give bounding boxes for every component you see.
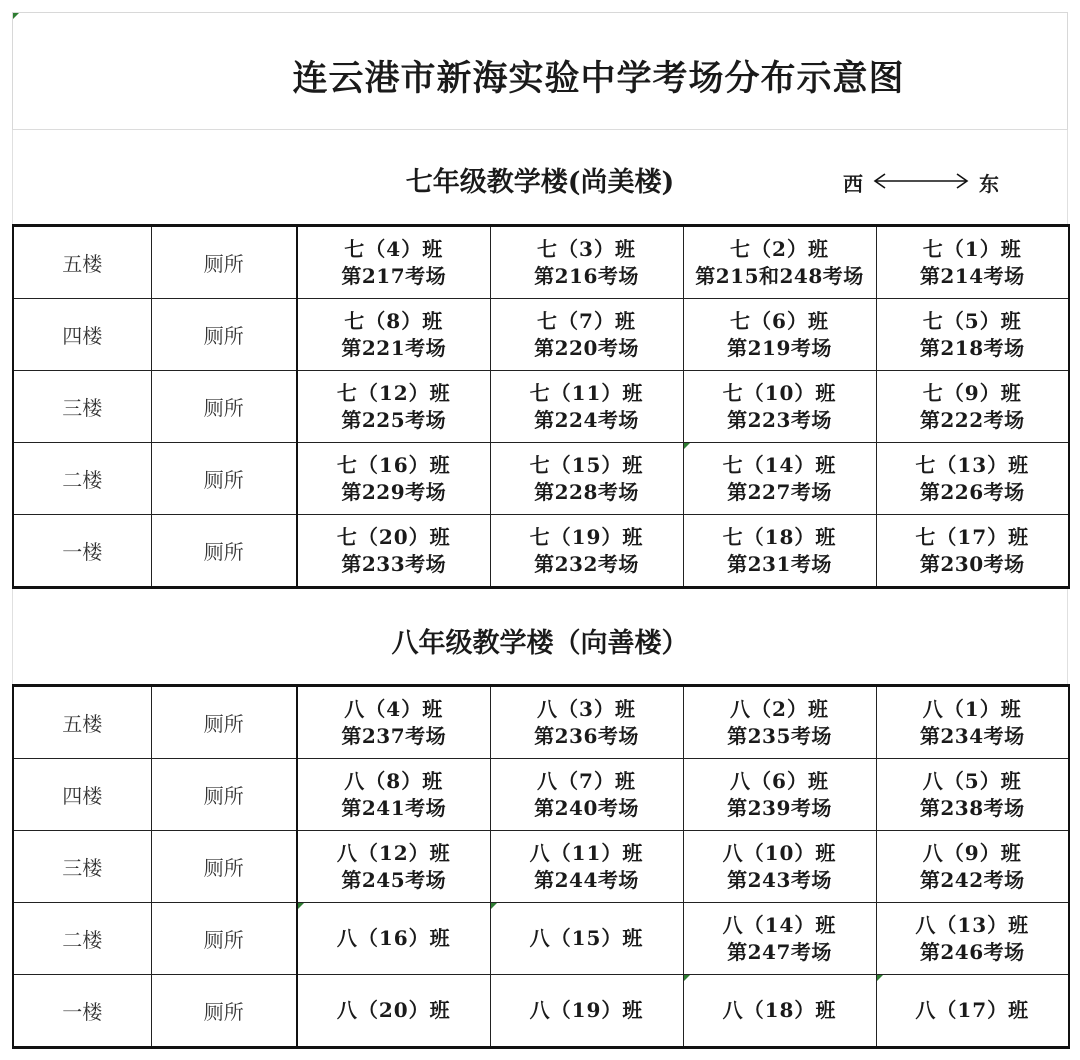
classroom-cell	[683, 831, 876, 903]
exam-room-number: 第230考场	[919, 551, 1025, 576]
class-name: 八（20）班	[336, 998, 451, 1022]
cell-corner-mark	[684, 975, 690, 981]
class-name: 七（5）班	[922, 308, 1022, 333]
exam-room-number: 第222考场	[919, 407, 1025, 432]
class-name: 七（1）班	[922, 236, 1022, 261]
exam-room-number: 第241考场	[341, 795, 447, 820]
classroom-cell	[490, 515, 683, 588]
classroom-cell	[490, 903, 683, 975]
exam-room-number: 第239考场	[727, 795, 832, 820]
exam-layout-sheet	[12, 12, 1068, 1048]
exam-room-number: 第231考场	[727, 551, 832, 576]
title-band	[12, 12, 1068, 130]
exam-room-number: 第232考场	[534, 551, 639, 576]
table-row	[13, 686, 1069, 759]
floor-label: 三楼	[13, 831, 151, 903]
table-row	[13, 903, 1069, 975]
toilet-label: 厕所	[151, 903, 297, 975]
classroom-cell	[297, 226, 490, 299]
classroom-cell	[683, 975, 876, 1048]
exam-room-number: 第225考场	[341, 407, 447, 432]
class-name: 七（2）班	[730, 236, 829, 261]
exam-room-number: 第223考场	[727, 407, 832, 432]
class-name: 八（12）班	[336, 840, 451, 865]
exam-room-number: 第233考场	[341, 551, 447, 576]
class-name: 七（6）班	[730, 308, 829, 333]
floor-label: 五楼	[13, 226, 151, 299]
exam-room-number: 第214考场	[919, 263, 1025, 288]
floor-label: 四楼	[13, 299, 151, 371]
classroom-cell	[683, 443, 876, 515]
class-name: 八（4）班	[344, 696, 444, 721]
table-row	[13, 515, 1069, 588]
class-name: 七（16）班	[336, 452, 451, 477]
east-label: 东	[979, 172, 999, 196]
exam-room-number: 第220考场	[534, 335, 639, 360]
floor-label: 二楼	[13, 903, 151, 975]
table-row	[13, 759, 1069, 831]
grade8-room-table	[12, 684, 1070, 1049]
exam-room-number: 第246考场	[919, 939, 1025, 964]
exam-room-number: 第226考场	[919, 479, 1025, 504]
class-name: 八（19）班	[529, 998, 644, 1022]
class-name: 七（3）班	[537, 236, 636, 261]
exam-room-number: 第224考场	[534, 407, 639, 432]
table-row	[13, 975, 1069, 1048]
floor-label: 四楼	[13, 759, 151, 831]
toilet-label: 厕所	[151, 975, 297, 1048]
classroom-cell	[297, 831, 490, 903]
class-name: 八（11）班	[529, 840, 644, 865]
classroom-cell	[297, 515, 490, 588]
exam-room-number: 第215和248考场	[695, 263, 864, 288]
classroom-cell	[876, 686, 1069, 759]
exam-room-number: 第216考场	[534, 263, 639, 288]
class-name: 八（7）班	[537, 768, 636, 793]
classroom-cell	[490, 226, 683, 299]
class-name: 八（10）班	[722, 840, 837, 865]
class-name: 七（12）班	[336, 380, 451, 405]
class-name: 八（15）班	[529, 926, 644, 950]
exam-room-number: 第219考场	[727, 335, 832, 360]
exam-room-number: 第236考场	[534, 723, 639, 748]
class-name: 七（11）班	[529, 380, 644, 405]
page-title: 连云港市新海实验中学考场分布示意图	[292, 59, 905, 99]
class-name: 八（18）班	[722, 998, 837, 1022]
classroom-cell	[876, 515, 1069, 588]
classroom-cell	[876, 226, 1069, 299]
floor-label: 一楼	[13, 515, 151, 588]
classroom-cell	[297, 299, 490, 371]
toilet-label: 厕所	[151, 299, 297, 371]
exam-room-number: 第237考场	[341, 723, 447, 748]
class-name: 八（1）班	[922, 696, 1022, 721]
toilet-label: 厕所	[151, 515, 297, 588]
classroom-cell	[490, 686, 683, 759]
classroom-cell	[297, 759, 490, 831]
cell-corner-mark	[491, 903, 497, 909]
class-name: 七（15）班	[529, 452, 644, 477]
table-row	[13, 226, 1069, 299]
classroom-cell	[490, 371, 683, 443]
classroom-cell	[297, 975, 490, 1048]
section-header-grade7	[12, 130, 1068, 224]
classroom-cell	[683, 226, 876, 299]
class-name: 八（5）班	[922, 768, 1022, 793]
table-row	[13, 299, 1069, 371]
class-name: 八（6）班	[730, 768, 829, 793]
classroom-cell	[876, 443, 1069, 515]
west-label: 西	[843, 172, 863, 196]
classroom-cell	[297, 903, 490, 975]
classroom-cell	[876, 975, 1069, 1048]
exam-room-number: 第244考场	[534, 867, 639, 892]
class-name: 七（18）班	[722, 524, 837, 549]
floor-label: 二楼	[13, 443, 151, 515]
exam-room-number: 第227考场	[727, 479, 832, 504]
class-name: 七（7）班	[537, 308, 636, 333]
exam-room-number: 第242考场	[919, 867, 1025, 892]
class-name: 八（3）班	[537, 696, 636, 721]
class-name: 八（9）班	[922, 840, 1022, 865]
double-arrow-icon	[871, 171, 971, 195]
section-header-grade8	[12, 589, 1068, 684]
grade7-room-table	[12, 224, 1070, 589]
class-name: 八（2）班	[730, 696, 829, 721]
class-name: 八（16）班	[336, 926, 451, 950]
exam-room-number: 第217考场	[341, 263, 447, 288]
classroom-cell	[683, 686, 876, 759]
classroom-cell	[490, 831, 683, 903]
exam-room-number: 第229考场	[341, 479, 447, 504]
class-name: 七（13）班	[915, 452, 1030, 477]
floor-label: 五楼	[13, 686, 151, 759]
classroom-cell	[490, 759, 683, 831]
exam-room-number: 第247考场	[727, 939, 832, 964]
classroom-cell	[490, 975, 683, 1048]
class-name: 八（13）班	[915, 912, 1030, 937]
exam-room-number: 第245考场	[341, 867, 447, 892]
classroom-cell	[683, 371, 876, 443]
classroom-cell	[683, 903, 876, 975]
exam-room-number: 第218考场	[919, 335, 1025, 360]
classroom-cell	[876, 759, 1069, 831]
table-row	[13, 371, 1069, 443]
classroom-cell	[297, 371, 490, 443]
classroom-cell	[297, 443, 490, 515]
exam-room-number: 第228考场	[534, 479, 639, 504]
table-row	[13, 443, 1069, 515]
toilet-label: 厕所	[151, 226, 297, 299]
classroom-cell	[876, 371, 1069, 443]
class-name: 七（19）班	[529, 524, 644, 549]
cell-corner-mark	[298, 903, 304, 909]
toilet-label: 厕所	[151, 831, 297, 903]
exam-room-number: 第240考场	[534, 795, 639, 820]
classroom-cell	[876, 903, 1069, 975]
class-name: 七（14）班	[722, 452, 837, 477]
class-name: 八（14）班	[722, 912, 837, 937]
class-name: 七（8）班	[344, 308, 444, 333]
floor-label: 三楼	[13, 371, 151, 443]
classroom-cell	[683, 759, 876, 831]
direction-indicator	[843, 168, 999, 197]
classroom-cell	[490, 299, 683, 371]
classroom-cell	[876, 299, 1069, 371]
cell-corner-mark	[684, 443, 690, 449]
class-name: 七（10）班	[722, 380, 837, 405]
classroom-cell	[876, 831, 1069, 903]
toilet-label: 厕所	[151, 686, 297, 759]
section-title-grade8: 八年级教学楼（向善楼）	[391, 628, 689, 659]
class-name: 七（20）班	[336, 524, 451, 549]
class-name: 八（8）班	[344, 768, 444, 793]
section-title-grade7: 七年级教学楼(尚美楼)	[405, 167, 675, 198]
class-name: 七（9）班	[922, 380, 1022, 405]
classroom-cell	[683, 515, 876, 588]
cell-corner-mark	[877, 975, 883, 981]
class-name: 七（17）班	[915, 524, 1030, 549]
exam-room-number: 第235考场	[727, 723, 832, 748]
toilet-label: 厕所	[151, 371, 297, 443]
toilet-label: 厕所	[151, 443, 297, 515]
floor-label: 一楼	[13, 975, 151, 1048]
classroom-cell	[297, 686, 490, 759]
table-row	[13, 831, 1069, 903]
class-name: 七（4）班	[344, 236, 444, 261]
class-name: 八（17）班	[915, 998, 1030, 1022]
exam-room-number: 第221考场	[341, 335, 447, 360]
exam-room-number: 第243考场	[727, 867, 832, 892]
cell-corner-mark	[13, 13, 19, 19]
exam-room-number: 第234考场	[919, 723, 1025, 748]
toilet-label: 厕所	[151, 759, 297, 831]
classroom-cell	[490, 443, 683, 515]
exam-room-number: 第238考场	[919, 795, 1025, 820]
classroom-cell	[683, 299, 876, 371]
